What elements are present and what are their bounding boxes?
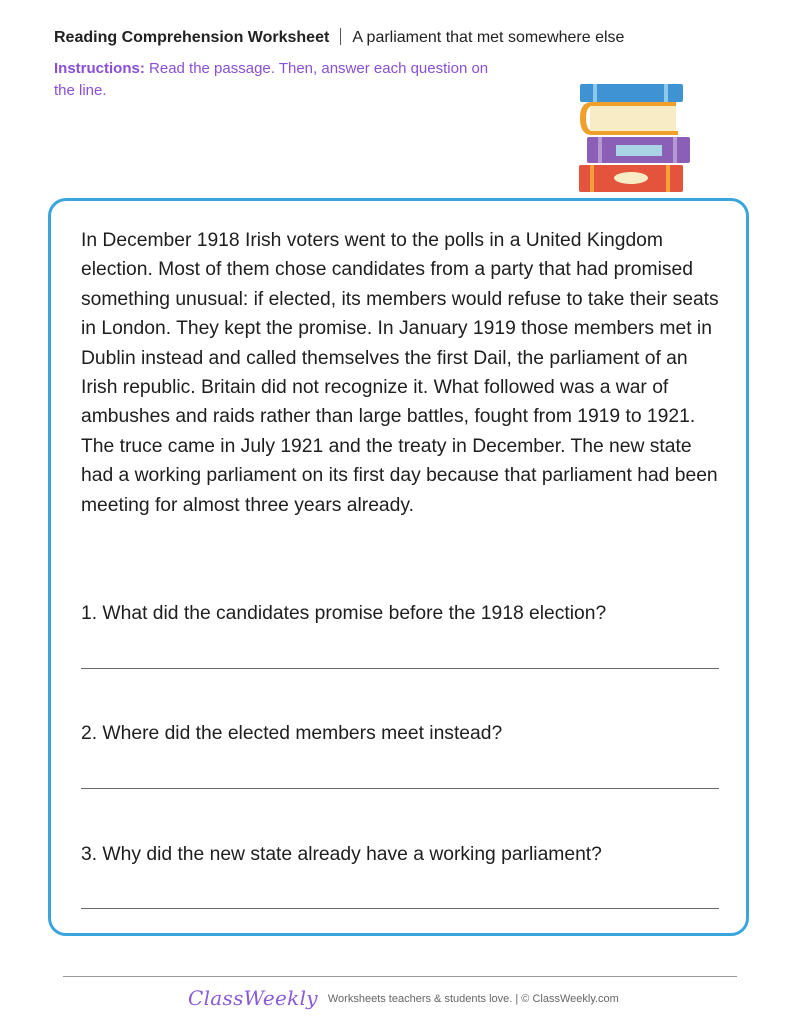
answer-line-3[interactable] — [81, 908, 719, 909]
answer-line-1[interactable] — [81, 668, 719, 669]
question-1: 1. What did the candidates promise before the 1918 election? — [81, 603, 607, 624]
worksheet-header — [54, 28, 624, 47]
instructions-text: Read the passage. Then, answer each question on the line. — [54, 60, 489, 99]
worksheet-subtitle: A parliament that met somewhere else — [352, 29, 625, 46]
question-3: 3. Why did the new state already have a working parliament? — [81, 844, 602, 865]
footer-divider — [63, 976, 737, 977]
footer-tagline: Worksheets teachers & students love. | © ClassWeekly.com — [327, 993, 619, 1005]
answer-line-2[interactable] — [81, 788, 719, 789]
instructions — [54, 58, 504, 102]
reading-passage: In December 1918 Irish voters went to the polls in a United Kingdom election. Most of them chose candidates from a party that had promised something unusual: if elected, its members would refuse to take their seats in London. They kept the promise. In January 1919 those members met in Dublin instead and called themselves the first Dail, the parliament of an Irish republic. Britain did not recognize it. What followed was a war of ambushes and raids rather than large battles, fought from 1919 to 1921. The truce came in July 1921 and the treaty in December. The new state had a working parliament on its first day because that parliament had been meeting for almost three years already. — [81, 230, 719, 516]
worksheet-title: Reading Comprehension Worksheet — [54, 29, 330, 46]
title-divider — [340, 28, 341, 45]
stack-of-books-icon — [576, 80, 696, 195]
question-2: 2. Where did the elected members meet instead? — [81, 723, 503, 744]
footer — [188, 986, 619, 1010]
instructions-label: Instructions: — [54, 60, 145, 77]
brand-logo: ClassWeekly — [188, 986, 318, 1010]
